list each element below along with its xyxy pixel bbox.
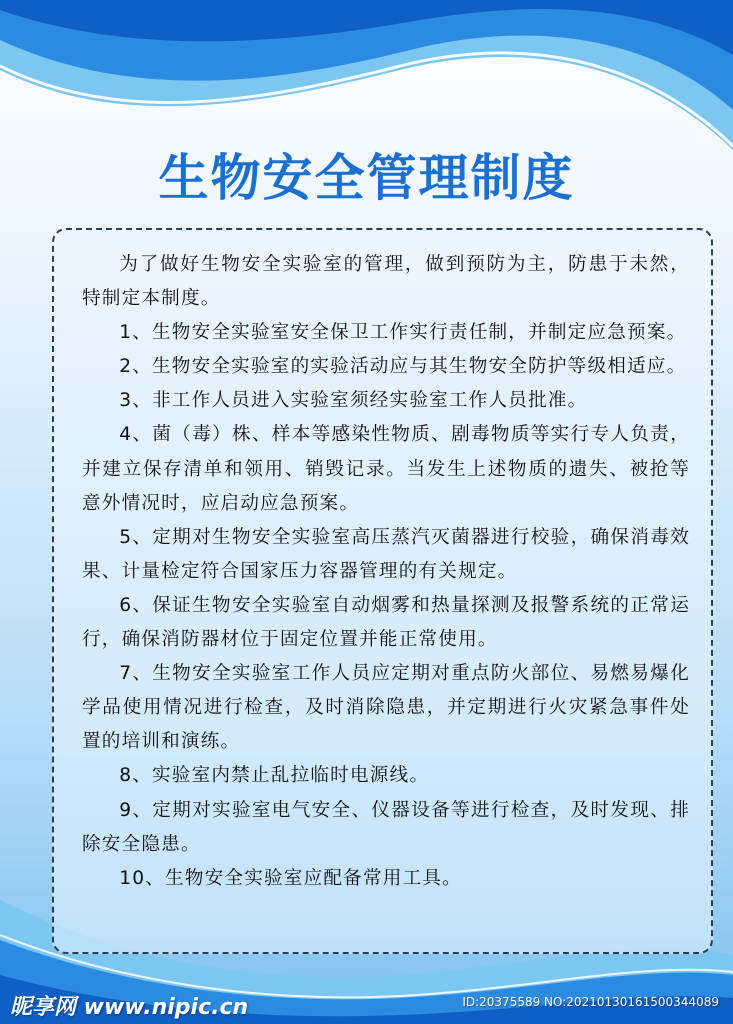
rule-item: 9、定期对实验室电气安全、仪器设备等进行检查，及时发现、排除安全隐患。 bbox=[82, 799, 690, 855]
rule-item: 3、非工作人员进入实验室须经实验室工作人员批准。 bbox=[119, 390, 588, 412]
intro-paragraph: 为了做好生物安全实验室的管理，做到预防为主，防患于未然，特制定本制度。 bbox=[82, 254, 690, 310]
rule-item: 6、保证生物安全实验室自动烟雾和热量探测及报警系统的正常运行，确保消防器材位于固定位置并能正常使用。 bbox=[82, 594, 690, 651]
page-title: 生物安全管理制度 bbox=[158, 149, 575, 207]
rule-item: 4、菌（毒）株、样本等感染性物质、剧毒物质等实行专人负责，并建立保存清单和领用、销毁记录。当发生上述物质的遗失、被抢等意外情况时，应启动应急预案。 bbox=[82, 424, 690, 514]
regulation-text bbox=[82, 248, 690, 896]
rule-item: 5、定期对生物安全实验室高压蒸汽灭菌器进行校验，确保消毒效果、计量检定符合国家压力容器管理的有关规定。 bbox=[82, 526, 690, 582]
watermark-logo: 昵享网 www.nipic.cn bbox=[10, 995, 249, 1020]
rule-item: 10、生物安全实验室应配备常用工具。 bbox=[119, 867, 462, 889]
rule-item: 7、生物安全实验室工作人员应定期对重点防火部位、易燃易爆化学品使用情况进行检查，及时消除隐患，并定期进行火灾紧急事件处置的培训和演练。 bbox=[82, 663, 690, 753]
rule-item: 8、实验室内禁止乱拉临时电源线。 bbox=[119, 765, 430, 787]
watermark-id: ID:20375589 NO:20210130161500344089 bbox=[462, 995, 719, 1009]
rule-item: 2、生物安全实验室的实验活动应与其生物安全防护等级相适应。 bbox=[119, 356, 687, 378]
rule-item: 1、生物安全实验室安全保卫工作实行责任制，并制定应急预案。 bbox=[119, 322, 687, 344]
